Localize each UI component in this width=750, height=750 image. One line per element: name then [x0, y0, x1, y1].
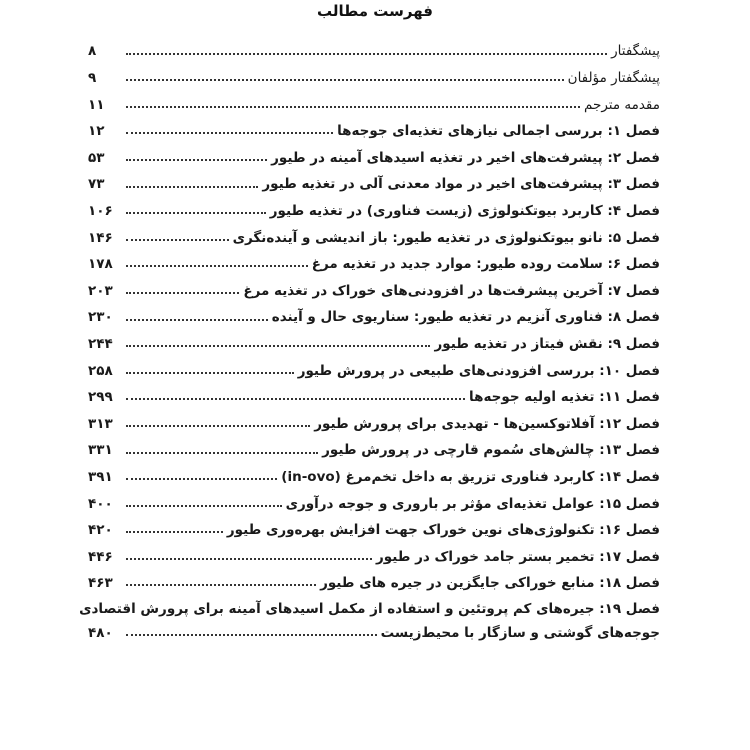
toc-entry-page: ۴۸۰ [88, 625, 113, 642]
toc-entry[interactable] [88, 538, 660, 565]
toc-entry-label: پیشگفتار مؤلفان [567, 70, 660, 86]
toc-entry-page: ۴۲۰ [88, 522, 113, 539]
dot-leader [126, 212, 266, 214]
dot-leader [126, 584, 316, 586]
dot-leader [126, 531, 223, 533]
toc-entry-page: ۱۰۶ [88, 202, 113, 219]
dot-leader [126, 106, 580, 108]
toc-entry[interactable] [88, 485, 660, 512]
toc-entry-page: ۳۳۱ [88, 442, 113, 459]
dot-leader [126, 159, 267, 161]
dot-leader [126, 425, 310, 427]
toc-entry-page: ۴۶۳ [88, 575, 113, 592]
toc-entry[interactable] [88, 565, 660, 592]
toc-entry[interactable] [88, 326, 660, 353]
dot-leader [126, 239, 229, 241]
toc-entry-page: ۲۳۰ [88, 309, 113, 326]
dot-leader [126, 319, 268, 321]
toc-entry-page: ۲۹۹ [88, 389, 113, 406]
toc-entry-label: فصل ۱۵: عوامل تغذیه‌ای مؤثر بر باروری و جوجه درآوری [285, 495, 660, 512]
toc-entry-label: فصل ۱۲: آفلاتوکسین‌ها - تهدیدی برای پرورش طیور [314, 415, 660, 432]
dot-leader [126, 79, 564, 81]
toc-entry-page: ۴۴۶ [88, 548, 113, 565]
toc-entry[interactable] [88, 352, 660, 379]
toc-entry-page: ۸ [88, 43, 97, 60]
toc-entry[interactable] [88, 299, 660, 326]
toc-entry-label: فصل ۵: نانو بیوتکنولوژی در تغذیه طیور: باز اندیشی و آینده‌نگری [232, 229, 660, 246]
dot-leader [126, 292, 239, 294]
toc-entry[interactable] [88, 139, 660, 166]
toc-entry-label: فصل ۱۴: کاربرد فناوری تزریق به داخل تخم‌مرغ (in-ovo) [281, 468, 660, 485]
toc-entry-label-continued: جوجه‌های گوشتی و سازگار با محیط‌زیست [380, 625, 660, 642]
toc-entry-page: ۳۱۳ [88, 415, 113, 432]
toc-entry-label: فصل ۸: فناوری آنزیم در تغذیه طیور: سناریوی حال و آینده [271, 309, 660, 326]
dot-leader [126, 345, 430, 347]
toc-entry-label: فصل ۱۸: منابع خوراکی جایگزین در جیره های طیور [320, 575, 660, 592]
toc-entry[interactable] [88, 432, 660, 459]
toc-entry-label: فصل ۱۹: جیره‌های کم پروتئین و استفاده از مکمل اسیدهای آمینه برای پرورش اقتصادی [79, 601, 660, 618]
toc-entry-page: ۲۰۳ [88, 282, 113, 299]
toc-entry[interactable] [88, 86, 660, 113]
toc-entry-label: فصل ۱۶: تکنولوژی‌های نوین خوراک جهت افزایش بهره‌وری طیور [226, 522, 660, 539]
toc-entry-page: ۹ [88, 70, 97, 86]
dot-leader [126, 505, 282, 507]
dot-leader [126, 265, 308, 267]
toc-entry-label: فصل ۹: نقش فیتاز در تغذیه طیور [434, 335, 660, 352]
toc-entry[interactable] [88, 512, 660, 539]
dot-leader [126, 53, 607, 55]
toc-entry-label: فصل ۱۷: تخمیر بستر جامد خوراک در طیور [376, 548, 660, 565]
toc-entry-page: ۷۳ [88, 176, 105, 193]
toc-entry-label: فصل ۱۳: چالش‌های سُموم قارچی در پرورش طیور [322, 442, 660, 459]
table-of-contents [79, 33, 660, 642]
toc-entry-label: فصل ۴: کاربرد بیوتکنولوژی (زیست فناوری) در تغذیه طیور [269, 202, 660, 219]
toc-entry-page: ۵۳ [88, 149, 105, 166]
toc-entry[interactable] [88, 193, 660, 220]
toc-entry-page: ۱۷۸ [88, 256, 113, 273]
toc-entry-page: ۳۹۱ [88, 468, 113, 485]
toc-entry-page: ۲۴۴ [88, 335, 113, 352]
toc-entry[interactable] [88, 166, 660, 193]
toc-entry-label: فصل ۶: سلامت روده طیور: موارد جدید در تغذیه مرغ [311, 256, 660, 273]
toc-entry-label: فصل ۱۱: تغذیه اولیه جوجه‌ها [469, 389, 660, 406]
toc-entry-label: فصل ۷: آخرین پیشرفت‌ها در افزودنی‌های خوراک در تغذیه مرغ [243, 282, 660, 299]
toc-entry-page: ۲۵۸ [88, 362, 113, 379]
dot-leader [126, 478, 277, 480]
dot-leader [126, 452, 318, 454]
toc-entry-page: ۱۲ [88, 123, 105, 140]
toc-entry-label: فصل ۱: بررسی اجمالی نیازهای تغذیه‌ای جوجه‌ها [337, 123, 660, 140]
toc-title: فهرست مطالب [317, 2, 433, 20]
toc-entry-label: فصل ۲: پیشرفت‌های اخیر در تغذیه اسیدهای آمینه در طیور [271, 149, 660, 166]
dot-leader [126, 398, 465, 400]
toc-entry-page: ۴۰۰ [88, 495, 113, 512]
toc-entry[interactable] [88, 405, 660, 432]
toc-entry-page: ۱۴۶ [88, 229, 113, 246]
dot-leader [126, 132, 333, 134]
toc-entry-label: پیشگفتار [611, 43, 660, 60]
toc-entry-last-line1[interactable] [79, 591, 660, 618]
toc-entry[interactable] [88, 113, 660, 140]
toc-entry[interactable] [88, 219, 660, 246]
dot-leader [126, 634, 377, 636]
dot-leader [126, 558, 372, 560]
toc-entry[interactable] [88, 33, 660, 60]
toc-entry-label: فصل ۱۰: بررسی افزودنی‌های طبیعی در پرورش طیور [297, 362, 660, 379]
toc-entry[interactable] [88, 379, 660, 406]
dot-leader [126, 372, 294, 374]
dot-leader [126, 186, 258, 188]
toc-entry[interactable] [88, 246, 660, 273]
toc-entry[interactable] [88, 272, 660, 299]
toc-entry[interactable] [88, 459, 660, 486]
toc-entry-page: ۱۱ [88, 96, 105, 113]
toc-entry-label: فصل ۳: پیشرفت‌های اخیر در مواد معدنی آلی در تغذیه طیور [262, 176, 660, 193]
toc-entry[interactable] [88, 60, 660, 87]
toc-entry-last-line2[interactable] [88, 617, 660, 641]
toc-entry-label: مقدمه مترجم [584, 96, 660, 113]
